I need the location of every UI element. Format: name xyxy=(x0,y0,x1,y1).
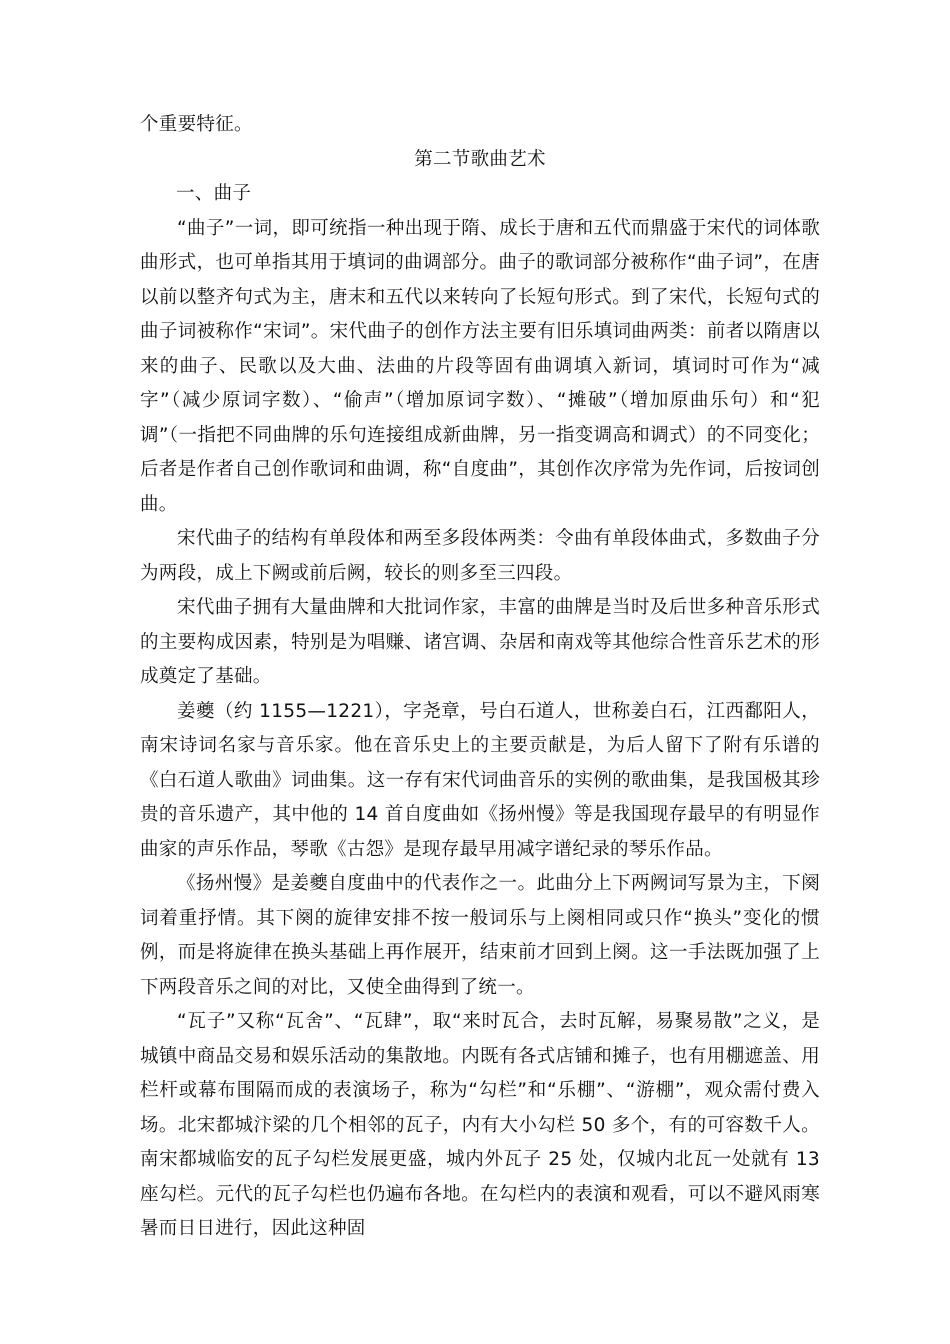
paragraph-quzi-definition: “曲子”一词，即可统指一种出现于隋、成长于唐和五代而鼎盛于宋代的词体歌曲形式，也可单指其用于填词的曲调部分。曲子的歌词部分被称作“曲子词”，在唐以前以整齐句式为主，唐末和五代以来转向了长短句形式。到了宋代，长短句式的曲子词被称作“宋词”。宋代曲子的创作方法主要有旧乐填词曲两类：前者以隋唐以来的曲子、民歌以及大曲、法曲的片段等固有曲调填入新词，填词时可作为“减字”（减少原词字数）、“偷声”（增加原词字数）、“摊破”（增加原曲乐句）和“犯调”（一指把不同曲牌的乐句连接组成新曲牌，另一指变调高和调式）的不同变化；后者是作者自己创作歌词和曲调，称“自度曲”，其创作次序常为先作词，后按词创曲。 xyxy=(140,217,820,515)
paragraph-wazi: “瓦子”又称“瓦舍”、“瓦肆”，取“来时瓦合，去时瓦解，易聚易散”之义，是城镇中商品交易和娱乐活动的集散地。内既有各式店铺和摊子，也有用棚遮盖、用栏杆或幕布围隔而成的表演场子，称为“勾栏”和“乐棚”、“游棚”，观众需付费入场。北宋都城汴梁的几个相邻的瓦子，内有大小勾栏 50 多个，有的可容数千人。南宋都城临安的瓦子勾栏发展更盛，城内外瓦子 25 处，仅城内北瓦一处就有 13 座勾栏。元代的瓦子勾栏也仍遍布各地。在勾栏内的表演和观看，可以不避风雨寒暑而日日进行，因此这种固 xyxy=(140,1011,820,1239)
paragraph-qupai: 宋代曲子拥有大量曲牌和大批词作家，丰富的曲牌是当时及后世多种音乐形式的主要构成因素，特别是为唱赚、诸宫调、杂居和南戏等其他综合性音乐艺术的形成奠定了基础。 xyxy=(140,597,820,687)
subsection-heading: 一、曲子 xyxy=(176,183,252,204)
continued-text-fragment: 个重要特征。 xyxy=(140,114,253,135)
document-body xyxy=(140,108,820,1247)
section-title: 第二节歌曲艺术 xyxy=(414,148,546,170)
paragraph-structure: 宋代曲子的结构有单段体和两至多段体两类：令曲有单段体曲式，多数曲子分为两段，成上下阙或前后阙，较长的则多至三四段。 xyxy=(140,528,820,584)
paragraph-yangzhou-man: 《扬州慢》是姜夔自度曲中的代表作之一。此曲分上下两阙词写景为主，下阕词着重抒情。其下阕的旋律安排不按一般词乐与上阕相同或只作“换头”变化的惯例，而是将旋律在换头基础上再作展开，结束前才回到上阕。这一手法既加强了上下两段音乐之间的对比，又使全曲得到了统一。 xyxy=(140,873,820,998)
paragraph-jiang-kui: 姜夔（约 1155—1221），字尧章，号白石道人，世称姜白石，江西鄱阳人，南宋诗词名家与音乐家。他在音乐史上的主要贡献是，为后人留下了附有乐谱的《白石道人歌曲》词曲集。这一存有宋代词曲音乐的实例的歌曲集，是我国极其珍贵的音乐遗产，其中他的 14 首自度曲如《扬州慢》等是我国现存最早的有明显作曲家的声乐作品，琴歌《古怨》是现存最早用减字谱纪录的琴乐作品。 xyxy=(140,700,820,860)
